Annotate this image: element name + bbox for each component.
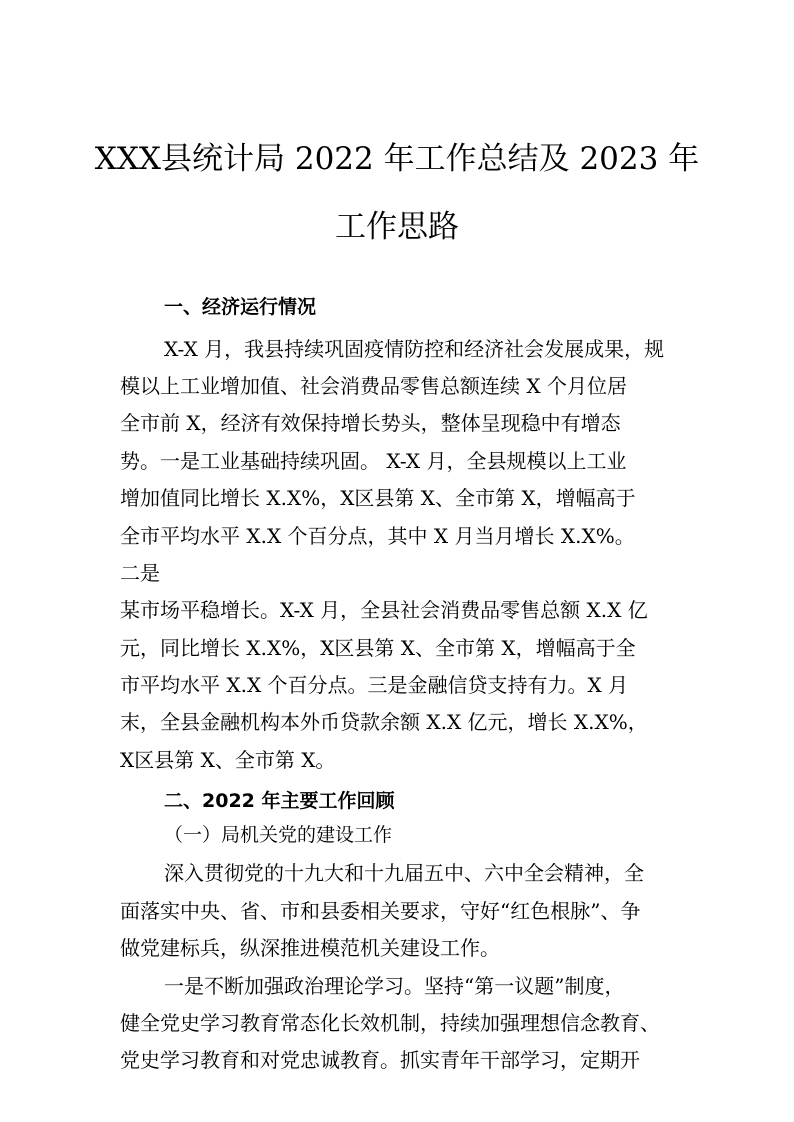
paragraph-line: 全市平均水平 X.X 个百分点，其中 X 月当月增长 X.X%。 [120,524,635,548]
paragraph-line: 二是 [120,561,160,585]
paragraph-line: 增加值同比增长 X.X%，X区县第 X、全市第 X，增幅高于 [120,486,636,510]
paragraph-line: X-X 月，我县持续巩固疫情防控和经济社会发展成果，规 [164,337,665,361]
document-title-line-1: XXX县统计局 2022 年工作总结及 2023 年 [94,141,700,177]
paragraph-line: 市平均水平 X.X 个百分点。三是金融信贷支持有力。X 月 [120,673,629,697]
section-heading-economy: 一、经济运行情况 [164,296,317,318]
paragraph-line: X区县第 X、全市第 X。 [120,748,336,772]
paragraph-line: 深入贯彻党的十九大和十九届五中、六中全会精神，全 [164,861,644,885]
paragraph-line: 全市前 X，经济有效保持增长势头，整体呈现稳中有增态 [120,411,621,435]
paragraph-line: 健全党史学习教育常态化长效机制，持续加强理想信念教育、 [120,1011,660,1035]
paragraph-line: 面落实中央、省、市和县委相关要求，守好“红色根脉”、争 [120,899,641,923]
paragraph-line: 做党建标兵，纵深推进模范机关建设工作。 [120,936,500,960]
paragraph-line: 末，全县金融机构本外币贷款余额 X.X 亿元，增长 X.X%， [120,710,648,734]
document-title-line-2: 工作思路 [335,209,459,245]
section-heading-review: 二、2022 年主要工作回顾 [164,790,395,812]
paragraph-line: 某市场平稳增长。X-X 月，全县社会消费品零售总额 X.X 亿 [120,598,648,622]
paragraph-line: 模以上工业增加值、社会消费品零售总额连续 X 个月位居 [120,374,627,398]
paragraph-line: 一是不断加强政治理论学习。坚持“第一议题”制度， [164,974,625,998]
paragraph-line: 势。一是工业基础持续巩固。 X-X 月，全县规模以上工业 [120,449,627,473]
paragraph-line: 党史学习教育和对党忠诚教育。抓实青年干部学习，定期开 [120,1048,640,1072]
paragraph-line: 元，同比增长 X.X%，X区县第 X、全市第 X，增幅高于全 [120,636,636,660]
subsection-heading-party-building: （一）局机关党的建设工作 [164,824,393,846]
